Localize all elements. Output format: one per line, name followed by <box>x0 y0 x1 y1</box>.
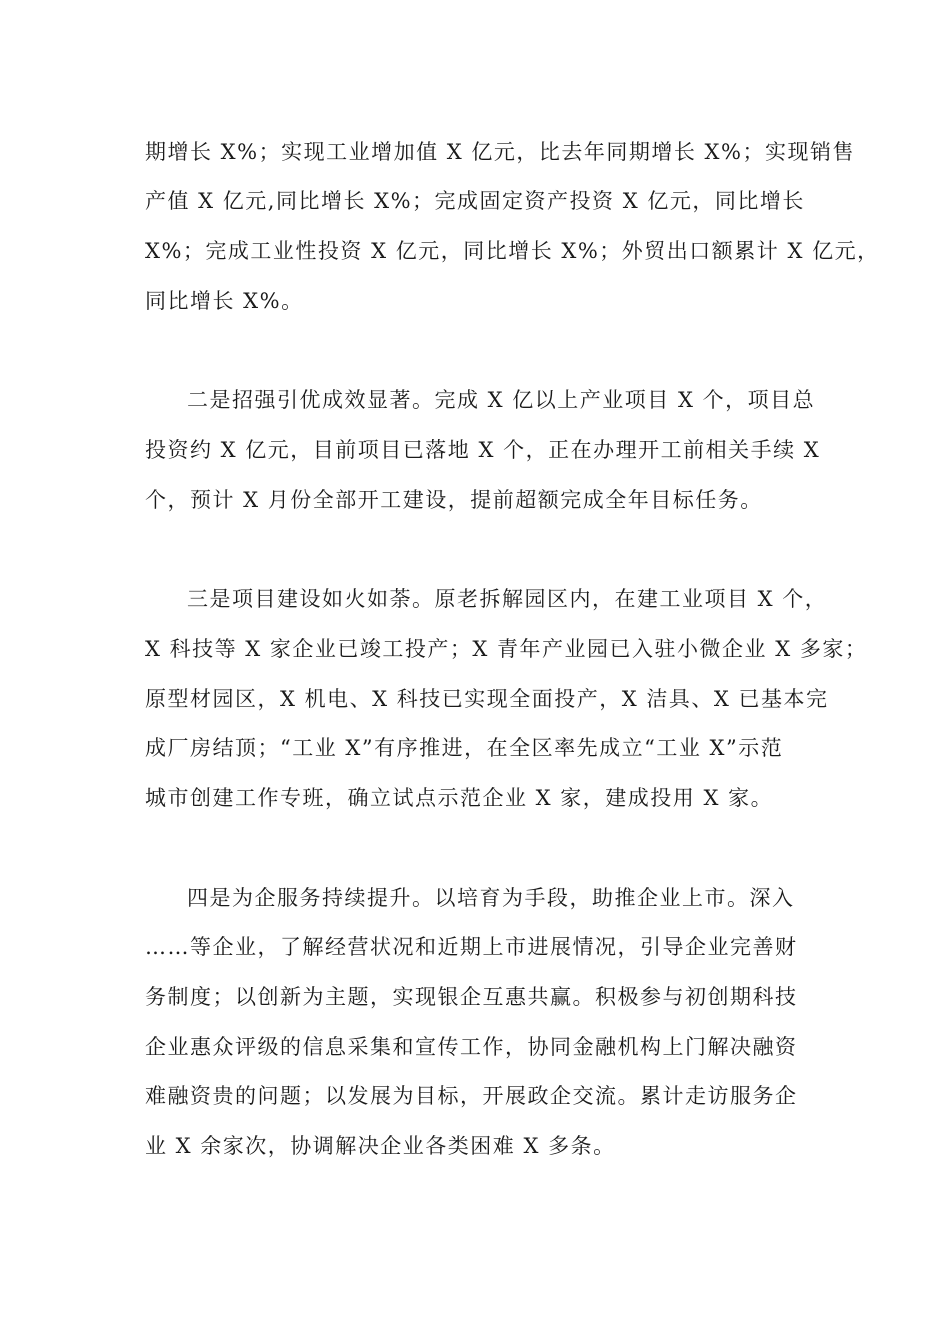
text-line: 个，预计 X 月份全部开工建设，提前超额完成全年目标任务。 <box>145 488 763 512</box>
text-line: 投资约 X 亿元，目前项目已落地 X 个，正在办理开工前相关手续 X <box>145 438 821 462</box>
text-line: X%；完成工业性投资 X 亿元，同比增长 X%；外贸出口额累计 X 亿元， <box>145 239 880 263</box>
text-line: 三是项目建设如火如荼。原老拆解园区内，在建工业项目 X 个， <box>187 587 828 611</box>
text-line: 同比增长 X%。 <box>145 289 304 313</box>
text-line: 业 X 余家次，协调解决企业各类困难 X 多条。 <box>145 1134 616 1158</box>
text-line: 城市创建工作专班，确立试点示范企业 X 家，建成投用 X 家。 <box>145 786 774 810</box>
text-line: 企业惠众评级的信息采集和宣传工作，协同金融机构上门解决融资 <box>145 1035 798 1059</box>
text-line: 期增长 X%；实现工业增加值 X 亿元，比去年同期增长 X%；实现销售 <box>145 140 855 164</box>
text-line: 难融资贵的问题；以发展为目标，开展政企交流。累计走访服务企 <box>145 1084 798 1108</box>
text-line: X 科技等 X 家企业已竣工投产；X 青年产业园已入驻小微企业 X 多家； <box>145 637 868 661</box>
text-line: 四是为企服务持续提升。以培育为手段，助推企业上市。深入 <box>187 886 795 910</box>
text-line: ……等企业，了解经营状况和近期上市进展情况，引导企业完善财 <box>145 935 798 959</box>
text-line: 产值 X 亿元,同比增长 X%；完成固定资产投资 X 亿元，同比增长 <box>145 189 805 213</box>
text-line: 务制度；以创新为主题，实现银企互惠共赢。积极参与初创期科技 <box>145 985 798 1009</box>
text-line: 二是招强引优成效显著。完成 X 亿以上产业项目 X 个，项目总 <box>187 388 816 412</box>
text-line: 成厂房结顶；“工业 X”有序推进，在全区率先成立“工业 X”示范 <box>145 736 784 760</box>
text-line: 原型材园区，X 机电、X 科技已实现全面投产，X 洁具、X 已基本完 <box>145 687 829 711</box>
